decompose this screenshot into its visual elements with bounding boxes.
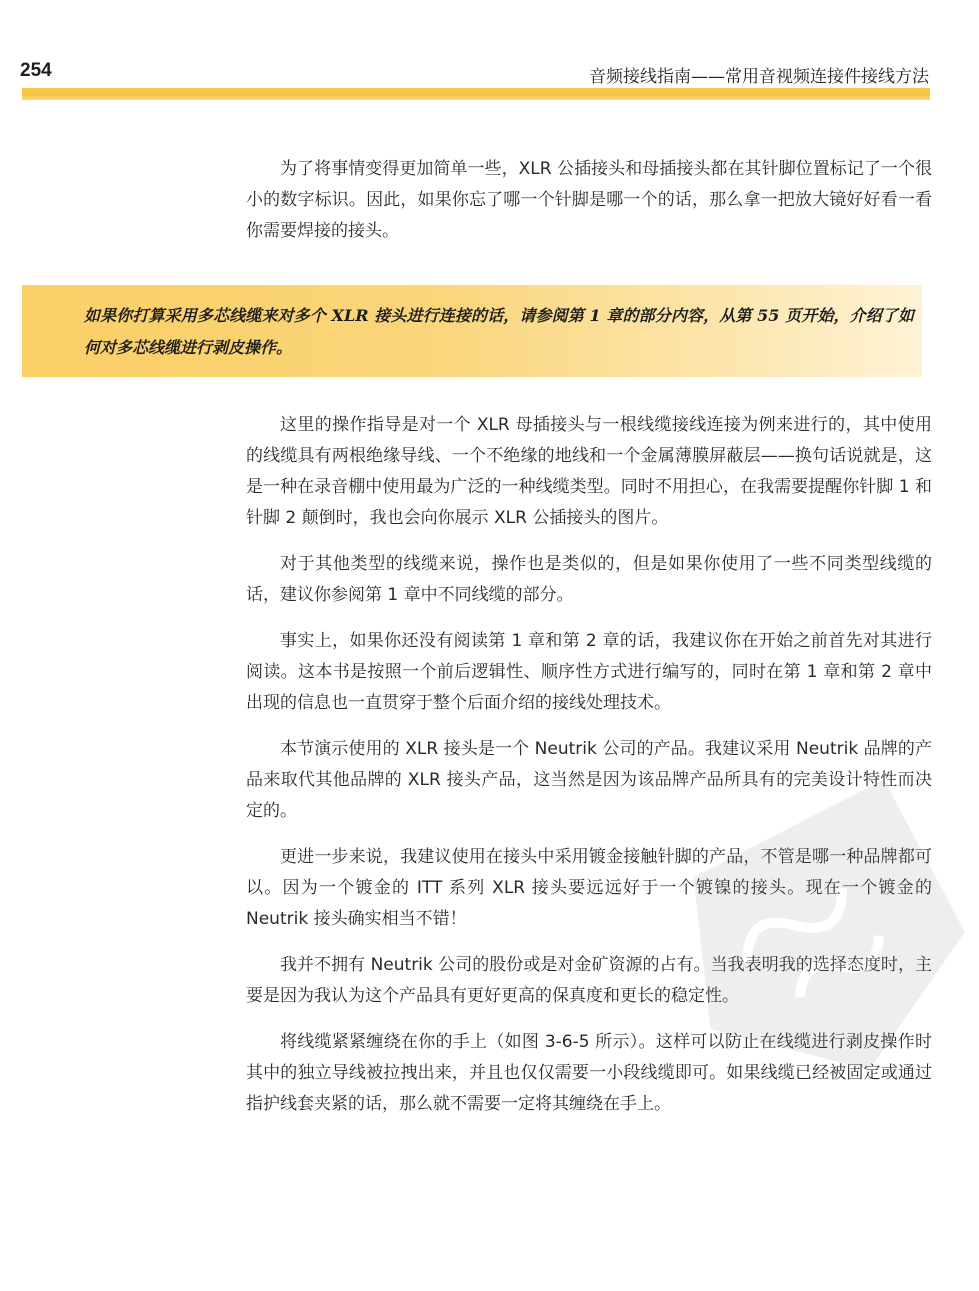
body-paragraph: 事实上，如果你还没有阅读第 1 章和第 2 章的话，我建议你在开始之前首先对其进行阅读。这本书是按照一个前后逻辑性、顺序性方式进行编写的，同时在第 1 章和第 2 章中出现的信息也一直贯穿于整个后面介绍的接线处理技术。: [246, 631, 932, 713]
body-paragraph: 这里的操作指导是对一个 XLR 母插接头与一根线缆接线连接为例来进行的，其中使用的线缆具有两根绝缘导线、一个不绝缘的地线和一个金属薄膜屏蔽层——换句话说就是，这是一种在录音棚中使用最为广泛的一种线缆类型。同时不用担心，在我需要提醒你针脚 1 和针脚 2 颠倒时，我也会向你展示 XLR 公插接头的图片。: [246, 415, 932, 528]
running-header-title: 音频接线指南——常用音视频连接件接线方法: [589, 67, 929, 87]
intro-paragraph: 为了将事情变得更加简单一些，XLR 公插接头和母插接头都在其针脚位置标记了一个很小的数字标识。因此，如果你忘了哪一个针脚是哪一个的话，那么拿一把放大镜好好看一看你需要焊接的接头。: [246, 159, 932, 241]
tip-box: [22, 285, 922, 377]
body-paragraph: 将线缆紧紧缠绕在你的手上（如图 3-6-5 所示）。这样可以防止在线缆进行剥皮操作时其中的独立导线被拉拽出来，并且也仅仅需要一小段线缆即可。如果线缆已经被固定或通过指护线套夹紧的话，那么就不需要一定将其缠绕在手上。: [246, 1032, 932, 1114]
page-number: 254: [20, 60, 52, 81]
body-paragraph: 对于其他类型的线缆来说，操作也是类似的，但是如果你使用了一些不同类型线缆的话，建议你参阅第 1 章中不同线缆的部分。: [246, 554, 932, 605]
body-paragraph: 更进一步来说，我建议使用在接头中采用镀金接触针脚的产品，不管是哪一种品牌都可以。因为一个镀金的 ITT 系列 XLR 接头要远远好于一个镀镍的接头。现在一个镀金的 Neutrik 接头确实相当不错！: [246, 847, 932, 929]
body-paragraph: 本节演示使用的 XLR 接头是一个 Neutrik 公司的产品。我建议采用 Neutrik 品牌的产品来取代其他品牌的 XLR 接头产品，这当然是因为该品牌产品所具有的完美设计特性而决定的。: [246, 739, 932, 821]
tip-text: 如果你打算采用多芯线缆来对多个 XLR 接头进行连接的话，请参阅第 1 章的部分内容，从第 55 页开始，介绍了如何对多芯线缆进行剥皮操作。: [84, 306, 914, 357]
body-paragraph: 我并不拥有 Neutrik 公司的股份或是对金矿资源的占有。当我表明我的选择态度时，主要是因为我认为这个产品具有更好更高的保真度和更长的稳定性。: [246, 955, 932, 1006]
body-text-column: [246, 410, 932, 1135]
header-accent-bar: [22, 88, 930, 100]
